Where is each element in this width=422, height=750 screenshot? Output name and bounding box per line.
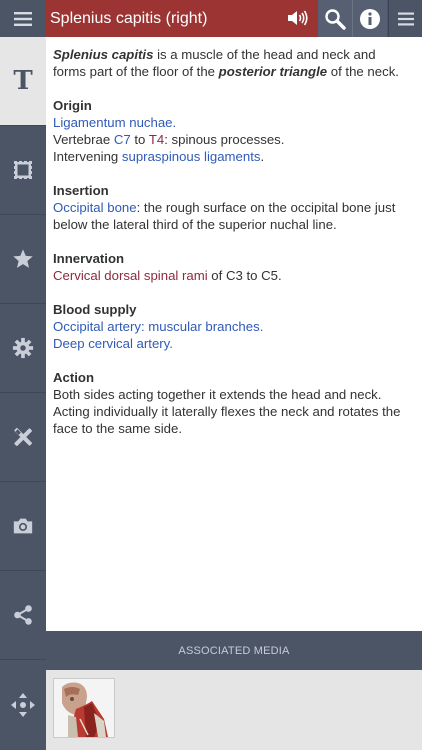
media-thumbnail[interactable] [53,678,115,738]
c7-link[interactable]: C7 [113,132,131,147]
deep-cervical-artery-link[interactable]: Deep cervical artery [53,336,170,351]
sidebar [0,37,46,750]
anatomy-thumbnail-image [54,679,114,737]
hamburger-icon [14,11,32,27]
insertion-text: : the rough surface on the occipital bone just below the lateral third of the superior nuchal line. [53,200,396,232]
action-section [53,369,408,437]
share-icon [12,604,34,626]
insertion-heading: Insertion [53,183,109,198]
action-heading: Action [53,370,95,385]
intro-paragraph [53,46,408,80]
muscle-name: Splenius capitis [53,47,154,62]
content-panel [46,37,422,631]
search-button[interactable] [318,0,352,37]
page-title: Splenius capitis (right) [50,9,208,27]
associated-media-label: ASSOCIATED MEDIA [178,644,290,657]
sidebar-item-move[interactable] [0,660,46,750]
right-menu-button[interactable] [388,0,422,37]
title-bar [46,0,318,37]
sidebar-item-favorites[interactable] [0,215,46,304]
sidebar-item-share[interactable] [0,571,46,660]
speaker-button[interactable] [286,8,308,33]
origin-heading: Origin [53,98,92,113]
origin-line1-tail: . [172,115,177,130]
origin-line3-prefix: Intervening [53,149,122,164]
origin-line3-tail: . [260,149,265,164]
origin-line2-mid: to [130,132,149,147]
star-icon [12,248,34,270]
occipital-bone-link[interactable]: Occipital bone [53,200,137,215]
intro-text: is a muscle of the head and neck and forms part of the floor of the [53,47,376,79]
innervation-text: of C3 to C5. [207,268,282,283]
info-icon [359,8,381,30]
blood-line1-tail: . [259,319,264,334]
ligamentum-nuchae-link[interactable]: Ligamentum nuchae [53,115,173,130]
origin-section [53,97,408,165]
sidebar-item-settings[interactable] [0,304,46,393]
camera-icon [12,516,34,536]
left-menu-button[interactable] [0,0,46,37]
innervation-section [53,250,408,284]
sidebar-item-camera[interactable] [0,482,46,571]
intro-text-end: of the neck. [327,64,399,79]
origin-line2-tail: : spinous processes. [164,132,285,147]
text-icon: T [13,66,33,96]
t4-link[interactable]: T4 [148,132,165,147]
associated-media-bar[interactable] [46,631,422,670]
sidebar-item-text[interactable] [0,37,46,126]
top-bar [0,0,422,37]
blood-supply-heading: Blood supply [53,302,137,317]
posterior-triangle-term: posterior triangle [218,64,328,79]
gear-icon [12,337,34,359]
occipital-artery-link[interactable]: Occipital artery: muscular branches [53,319,260,334]
supraspinous-ligaments-link[interactable]: supraspinous ligaments [121,149,261,164]
insertion-section [53,182,408,233]
speaker-icon [286,8,308,28]
move-icon [11,693,35,717]
innervation-heading: Innervation [53,251,125,266]
blood-supply-section [53,301,408,352]
hamburger-icon [398,12,414,26]
cervical-rami-link[interactable]: Cervical dorsal spinal rami [53,268,208,283]
frame-icon [13,160,33,180]
action-text: Both sides acting together it extends the head and neck. Acting individually it laterally flexes the neck and rotates the face to the same side. [53,387,401,436]
media-strip [46,670,422,750]
sidebar-item-frame[interactable] [0,126,46,215]
origin-line2-prefix: Vertebrae [53,132,114,147]
tools-icon [12,426,34,448]
search-icon [324,8,346,30]
blood-line2-tail: . [169,336,173,351]
sidebar-item-tools[interactable] [0,393,46,482]
info-button[interactable] [352,0,387,37]
